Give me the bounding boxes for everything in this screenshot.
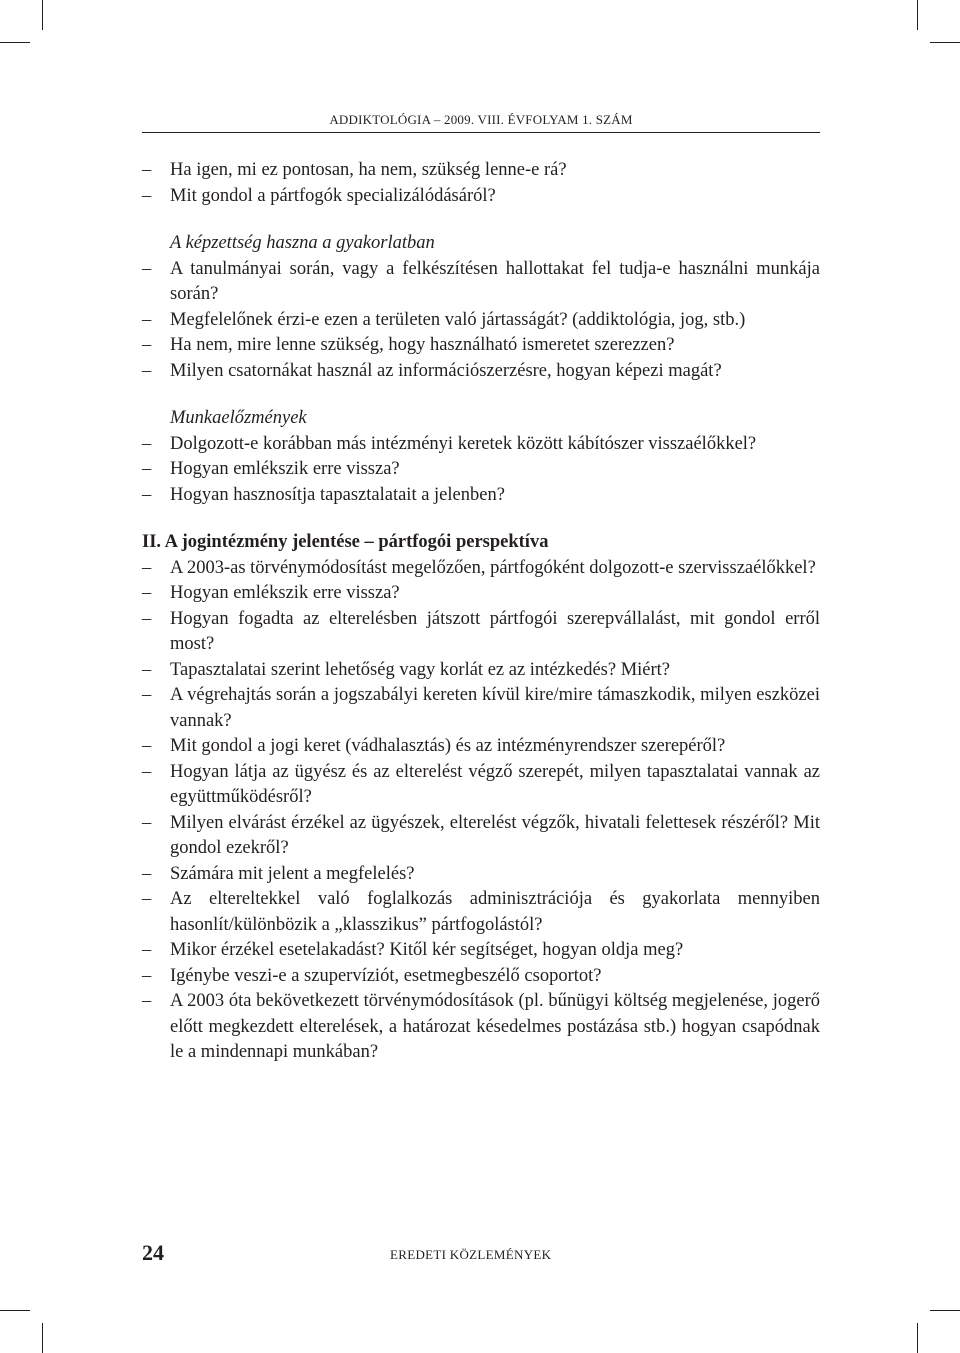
section-number: II.	[142, 532, 162, 552]
question-text: Hogyan emlékszik erre vissza?	[170, 583, 400, 603]
question-item	[142, 333, 820, 359]
question-text: Mit gondol a jogi keret (vádhalasztás) és az intézményrendszer szerepéről?	[170, 736, 726, 756]
question-text: Tapasztalatai szerint lehetőség vagy korlát ez az intézkedés? Miért?	[170, 659, 671, 680]
question-text: Ha igen, mi ez pontosan, ha nem, szükség lenne-e rá?	[170, 160, 567, 180]
question-text: Hogyan látja az ügyész és az elterelést végző szerepét, milyen tapasztalatai vannak az együttműködésről?	[170, 761, 820, 807]
question-text: Megfelelőnek érzi-e ezen a területen való jártasságát? (addiktológia, jog, stb.)	[170, 309, 746, 330]
question-text: Az eltereltekkel való foglalkozás adminisztrációja és gyakorlata mennyiben hasonlít/különbözik a „klasszikus” pártfogolástól?	[170, 889, 820, 935]
section-heading	[142, 530, 820, 556]
question-item	[142, 556, 820, 582]
question-text: A 2003-as törvénymódosítást megelőzően, pártfogóként dolgozott-e szervisszaélőkkel?	[170, 557, 816, 578]
question-item	[142, 607, 820, 658]
question-text: Hogyan hasznosítja tapasztalatait a jelenben?	[170, 484, 505, 505]
question-text: Dolgozott-e korábban más intézményi keretek között kábítószer visszaélőkkel?	[170, 433, 757, 454]
section-title: A jogintézmény jelentése – pártfogói perspektíva	[164, 532, 549, 552]
question-text: Milyen elvárást érzékel az ügyészek, elterelést végzők, hivatali felettesek részéről? Mit gondol ezekről?	[170, 812, 820, 858]
page-number: 24	[142, 1240, 164, 1265]
question-item	[142, 359, 820, 385]
question-text: Milyen csatornákat használ az információszerzésre, hogyan képezi magát?	[170, 360, 722, 381]
crop-mark	[930, 42, 960, 43]
footer-section-label: EREDETI KÖZLEMÉNYEK	[390, 1247, 552, 1262]
question-text: Hogyan fogadta az elterelésben játszott pártfogói szerepvállalást, mit gondol erről most?	[170, 608, 820, 654]
header-rule	[142, 132, 820, 133]
dash-bullet: –	[142, 484, 152, 505]
dash-bullet: –	[142, 258, 152, 279]
question-item	[142, 483, 820, 509]
question-item	[142, 658, 820, 684]
dash-bullet: –	[142, 309, 152, 330]
question-text: A 2003 óta bekövetkezett törvénymódosítások (pl. bűnügyi költség megjelenése, jogerő előtt megkezdett elterelések, a határozat késedelmes postázása stb.) hogyan csapódnak le a mindennapi munkában?	[170, 991, 820, 1062]
question-item	[142, 158, 820, 184]
crop-mark	[0, 42, 30, 43]
question-item	[142, 938, 820, 964]
subsection-heading: A képzettség haszna a gyakorlatban	[170, 233, 435, 253]
dash-bullet: –	[142, 991, 152, 1011]
question-list	[142, 158, 820, 1066]
question-item	[142, 184, 820, 210]
question-item	[142, 989, 820, 1066]
crop-mark	[930, 1310, 960, 1311]
crop-mark	[0, 1310, 30, 1311]
question-item	[142, 457, 820, 483]
question-item	[142, 432, 820, 458]
question-item	[142, 760, 820, 811]
question-item	[142, 683, 820, 734]
question-text: Számára mit jelent a megfelelés?	[170, 863, 415, 884]
question-item	[142, 581, 820, 607]
question-item	[142, 308, 820, 334]
question-item	[142, 257, 820, 308]
dash-bullet: –	[142, 557, 152, 578]
question-item	[142, 862, 820, 888]
subsection-heading: Munkaelőzmények	[170, 408, 307, 428]
question-text: A végrehajtás során a jogszabályi kereten kívül kire/mire támaszkodik, milyen eszközei vannak?	[170, 685, 820, 731]
question-item	[142, 964, 820, 990]
dash-bullet: –	[142, 583, 152, 603]
dash-bullet: –	[142, 433, 152, 454]
crop-mark	[42, 1323, 43, 1353]
dash-bullet: –	[142, 889, 152, 909]
dash-bullet: –	[142, 659, 152, 680]
crop-mark	[917, 1323, 918, 1353]
question-text: Igénybe veszi-e a szupervíziót, esetmegbeszélő csoportot?	[170, 965, 602, 986]
dash-bullet: –	[142, 360, 152, 381]
dash-bullet: –	[142, 608, 152, 629]
question-text: Ha nem, mire lenne szükség, hogy használható ismeretet szerezzen?	[170, 335, 675, 355]
dash-bullet: –	[142, 965, 152, 986]
question-text: Hogyan emlékszik erre vissza?	[170, 459, 400, 479]
dash-bullet: –	[142, 812, 152, 833]
dash-bullet: –	[142, 160, 152, 180]
question-item	[142, 734, 820, 760]
question-text: Mit gondol a pártfogók specializálódásáról?	[170, 185, 496, 206]
dash-bullet: –	[142, 940, 152, 960]
dash-bullet: –	[142, 335, 152, 355]
dash-bullet: –	[142, 185, 152, 206]
dash-bullet: –	[142, 863, 152, 884]
question-text: A tanulmányai során, vagy a felkészítésen hallottakat fel tudja-e használni munkája során?	[170, 258, 820, 304]
dash-bullet: –	[142, 685, 152, 705]
running-header: ADDIKTOLÓGIA – 2009. VIII. ÉVFOLYAM 1. SZÁM	[329, 112, 633, 127]
crop-mark	[42, 0, 43, 30]
question-text: Mikor érzékel esetelakadást? Kitől kér segítséget, hogyan oldja meg?	[170, 940, 684, 960]
crop-mark	[917, 0, 918, 30]
dash-bullet: –	[142, 761, 152, 782]
question-item	[142, 887, 820, 938]
question-item	[142, 811, 820, 862]
dash-bullet: –	[142, 459, 152, 479]
dash-bullet: –	[142, 736, 152, 756]
